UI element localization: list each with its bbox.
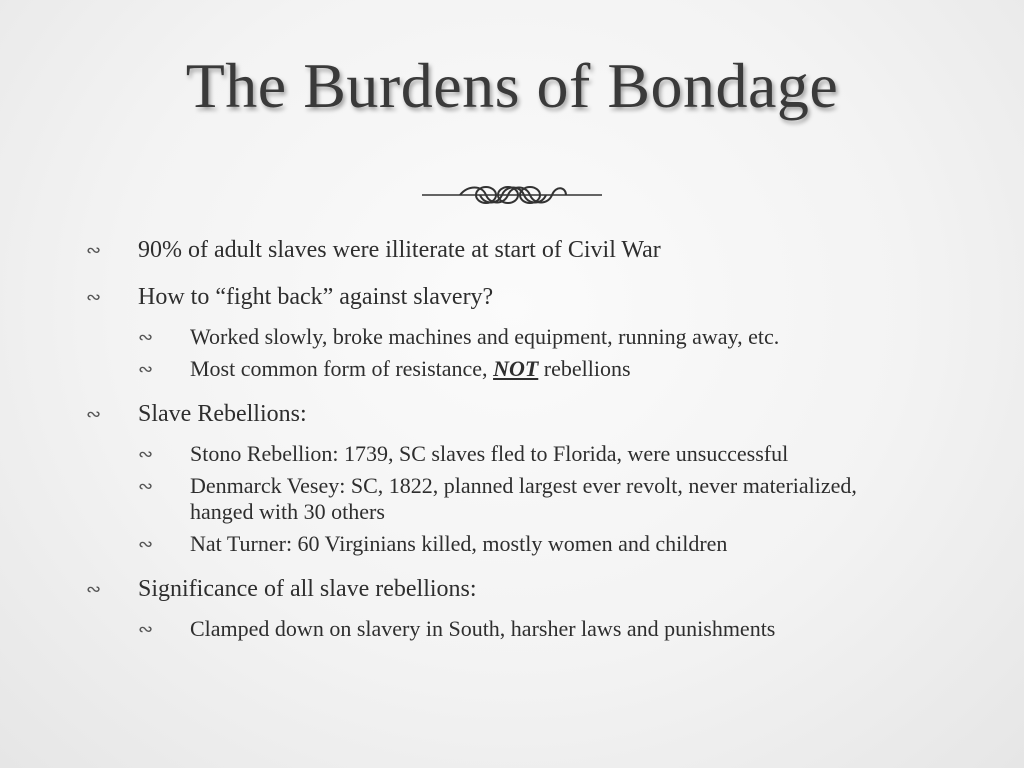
bullet-icon: ∾ (138, 476, 154, 496)
sub-bullet-text: Clamped down on slavery in South, harsher laws and punishments (190, 616, 776, 641)
sub-bullet-item (84, 531, 964, 557)
bullet-item (84, 575, 964, 604)
sub-bullet-text-after: rebellions (538, 356, 631, 381)
sub-bullet-item (84, 441, 964, 467)
bullet-text: Slave Rebellions: (138, 401, 307, 427)
bullet-text: Significance of all slave rebellions: (138, 576, 477, 602)
slide-title: The Burdens of Bondage (185, 50, 839, 121)
emphasis-text: NOT (493, 356, 539, 381)
bullet-icon: ∾ (86, 287, 102, 307)
bullet-text: How to “fight back” against slavery? (138, 284, 494, 310)
sub-bullet-item (84, 324, 964, 350)
sub-bullet-text: Nat Turner: 60 Virginians killed, mostly women and children (190, 531, 728, 556)
bullet-icon: ∾ (138, 359, 154, 379)
bullet-list (84, 236, 964, 648)
bullet-icon: ∾ (86, 579, 102, 599)
bullet-group-2 (84, 283, 964, 382)
bullet-group-3 (84, 400, 964, 557)
sub-bullet-text: Stono Rebellion: 1739, SC slaves fled to Florida, were unsuccessful (190, 441, 789, 466)
bullet-text: 90% of adult slaves were illiterate at start of Civil War (138, 237, 661, 263)
sub-bullet-text: Denmarck Vesey: SC, 1822, planned largest ever revolt, never materialized, hanged with 30 others (190, 473, 857, 524)
bullet-item (84, 236, 964, 265)
sub-bullet-text: Worked slowly, broke machines and equipment, running away, etc. (190, 324, 780, 349)
bullet-group-1 (84, 236, 964, 265)
bullet-icon: ∾ (138, 619, 154, 639)
sub-bullet-text-before: Most common form of resistance, (190, 356, 494, 381)
bullet-item (84, 400, 964, 429)
bullet-icon: ∾ (86, 240, 102, 260)
sub-bullet-item (84, 616, 964, 642)
sub-bullet-item (84, 356, 964, 382)
bullet-group-4 (84, 575, 964, 642)
bullet-icon: ∾ (138, 534, 154, 554)
bullet-icon: ∾ (86, 404, 102, 424)
title-flourish-icon (420, 180, 604, 210)
bullet-icon: ∾ (138, 444, 154, 464)
bullet-icon: ∾ (138, 327, 154, 347)
bullet-item (84, 283, 964, 312)
sub-bullet-item (84, 473, 964, 525)
